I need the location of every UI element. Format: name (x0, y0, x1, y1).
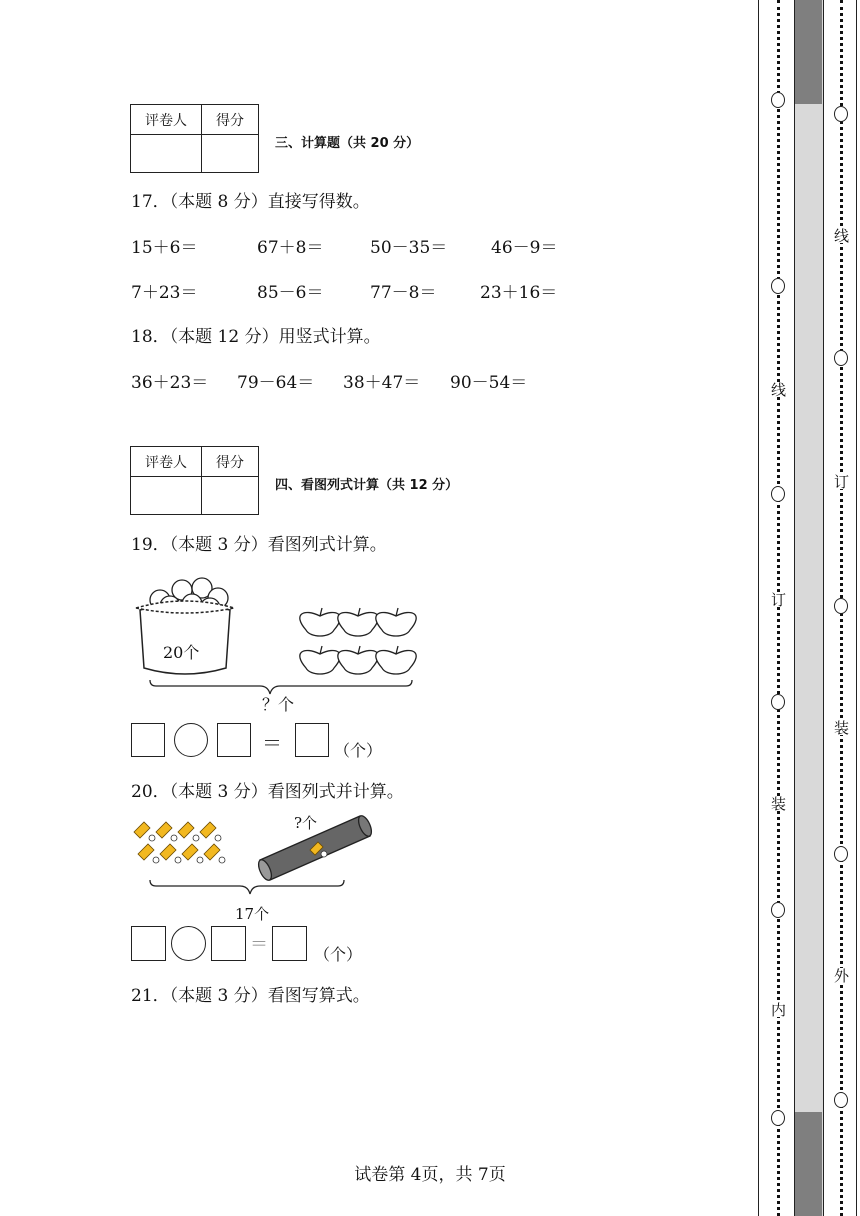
score-box-section4 (130, 446, 259, 515)
score-header: 得分 (202, 447, 259, 477)
score-header: 得分 (202, 105, 259, 135)
page-footer: 试卷第 4页，共 7页 (354, 1165, 506, 1185)
binding-dark-top (795, 0, 822, 104)
q17-expr: 50－35＝ (370, 238, 448, 258)
q17-expr: 15＋6＝ (131, 238, 198, 258)
q17-expr: 46－9＝ (491, 238, 558, 258)
grader-header: 评卷人 (131, 447, 202, 477)
unit-label: （个） (314, 945, 363, 964)
operator-circle[interactable] (171, 926, 206, 961)
binding-border (758, 0, 759, 1216)
grader-cell[interactable] (131, 477, 202, 515)
grader-cell[interactable] (131, 135, 202, 173)
q19-title: 19．（本题 3 分）看图列式计算。 (131, 535, 387, 555)
basket-icon (136, 601, 234, 674)
shuttlecock-icon (134, 822, 220, 860)
binding-hole-icon (834, 350, 848, 366)
q17-title: 17．（本题 8 分）直接写得数。 (131, 192, 370, 212)
q20-title: 20．（本题 3 分）看图列式并计算。 (131, 782, 404, 802)
score-cell[interactable] (202, 135, 259, 173)
answer-box[interactable] (211, 926, 246, 961)
equals-sign: ＝ (250, 934, 268, 955)
binding-gray-band (794, 0, 824, 1216)
grader-header: 评卷人 (131, 105, 202, 135)
q18-expr: 79－64＝ (237, 373, 315, 393)
q20-figure (128, 808, 378, 898)
binding-hole-icon (771, 902, 785, 918)
total-label: ？个 (262, 695, 295, 714)
binding-dark-bottom (795, 1112, 822, 1216)
binding-label-inner: 线 (769, 382, 787, 397)
inner-dotted-line (777, 0, 780, 1216)
answer-box[interactable] (131, 723, 165, 757)
total-label: 17个 (235, 905, 270, 923)
basket-label: 20个 (163, 643, 200, 662)
binding-label-inner: 装 (769, 796, 787, 811)
q18-expr: 90－54＝ (450, 373, 528, 393)
binding-hole-icon (771, 694, 785, 710)
binding-border-outer (856, 0, 857, 1216)
binding-hole-icon (771, 92, 785, 108)
answer-box[interactable] (217, 723, 251, 757)
binding-hole-icon (771, 486, 785, 502)
q18-expr: 38＋47＝ (343, 373, 421, 393)
equals-sign: ＝ (262, 731, 282, 755)
q17-expr: 67＋8＝ (257, 238, 324, 258)
binding-hole-icon (834, 106, 848, 122)
binding-hole-icon (834, 1092, 848, 1108)
answer-box[interactable] (131, 926, 166, 961)
binding-hole-icon (834, 598, 848, 614)
binding-hole-icon (834, 846, 848, 862)
apples-icon (300, 608, 416, 674)
binding-label-inner: 订 (769, 592, 787, 607)
binding-label-outer: 订 (832, 474, 850, 489)
binding-label-outer: 装 (832, 720, 850, 735)
binding-label-inner: 内 (769, 1002, 787, 1017)
operator-circle[interactable] (174, 723, 208, 757)
unit-label: （个） (334, 741, 383, 760)
answer-box[interactable] (295, 723, 329, 757)
q18-expr: 36＋23＝ (131, 373, 209, 393)
section3-title: 三、计算题（共 20 分） (275, 136, 420, 151)
score-box-section3 (130, 104, 259, 173)
binding-label-outer: 外 (832, 968, 850, 983)
q17-expr: 77－8＝ (370, 283, 437, 303)
q21-title: 21．（本题 3 分）看图写算式。 (131, 986, 370, 1006)
q17-expr: 85－6＝ (257, 283, 324, 303)
binding-hole-icon (771, 1110, 785, 1126)
brace-icon (150, 880, 344, 894)
binding-label-outer: 线 (832, 228, 850, 243)
score-cell[interactable] (202, 477, 259, 515)
tube-label: ?个 (294, 814, 318, 832)
section4-title: 四、看图列式计算（共 12 分） (275, 478, 459, 493)
binding-hole-icon (771, 278, 785, 294)
q17-expr: 7＋23＝ (131, 283, 198, 303)
answer-box[interactable] (272, 926, 307, 961)
q18-title: 18．（本题 12 分）用竖式计算。 (131, 327, 381, 347)
q17-expr: 23＋16＝ (480, 283, 558, 303)
